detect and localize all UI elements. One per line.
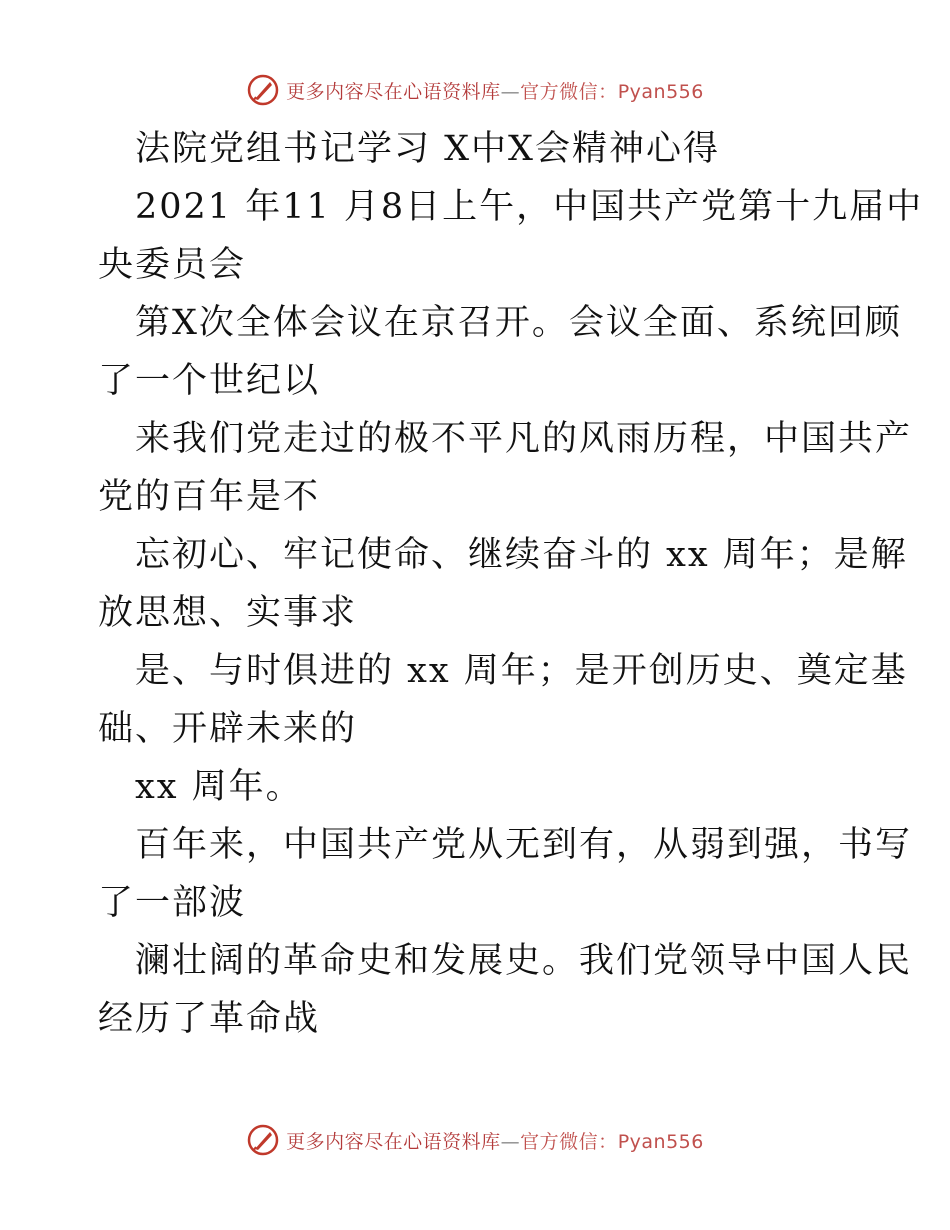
text-line: xx 周年。 [135, 767, 303, 807]
text-line: 央委员会 [98, 245, 247, 285]
footer-wechat-id: Pyan556 [617, 1130, 704, 1153]
text-line: 百年来，中国共产党从无到有，从弱到强，书写 [135, 825, 913, 865]
footer-banner [0, 1120, 950, 1160]
quill-logo-icon [246, 1123, 280, 1157]
text-line: 来我们党走过的极不平凡的风雨历程，中国共产 [135, 419, 913, 459]
text-line: 第X次全体会议在京召开。会议全面、系统回顾 [135, 303, 902, 343]
quill-logo-icon [246, 73, 280, 107]
text-line: 了一部波 [98, 883, 247, 923]
text-line: 础、开辟未来的 [98, 709, 358, 749]
document-title: 法院党组书记学习 X中X会精神心得 [135, 129, 720, 169]
text-line: 了一个世纪以 [98, 361, 321, 401]
text-line: 澜壮阔的革命史和发展史。我们党领导中国人民 [135, 941, 913, 981]
text-line: 党的百年是不 [98, 477, 321, 517]
header-brand: 更多内容尽在心语资料库 [286, 80, 501, 103]
header-wechat-label: 官方微信： [520, 80, 618, 103]
document-body [98, 120, 924, 1048]
header-wechat-id: Pyan556 [617, 80, 704, 103]
text-line: 是、与时俱进的 xx 周年；是开创历史、奠定基 [135, 651, 908, 691]
text-line: 经历了革命战 [98, 999, 321, 1039]
text-line: 2021 年11 月8日上午，中国共产党第十九届中 [135, 187, 924, 227]
footer-wechat-label: 官方微信： [520, 1130, 618, 1153]
footer-separator: — [500, 1130, 521, 1153]
footer-banner-text [286, 1127, 704, 1154]
text-line: 忘初心、牢记使命、继续奋斗的 xx 周年；是解 [135, 535, 908, 575]
header-separator: — [500, 80, 521, 103]
footer-brand: 更多内容尽在心语资料库 [286, 1130, 501, 1153]
header-banner [0, 70, 950, 110]
header-banner-text [286, 77, 704, 104]
text-line: 放思想、实事求 [98, 593, 358, 633]
